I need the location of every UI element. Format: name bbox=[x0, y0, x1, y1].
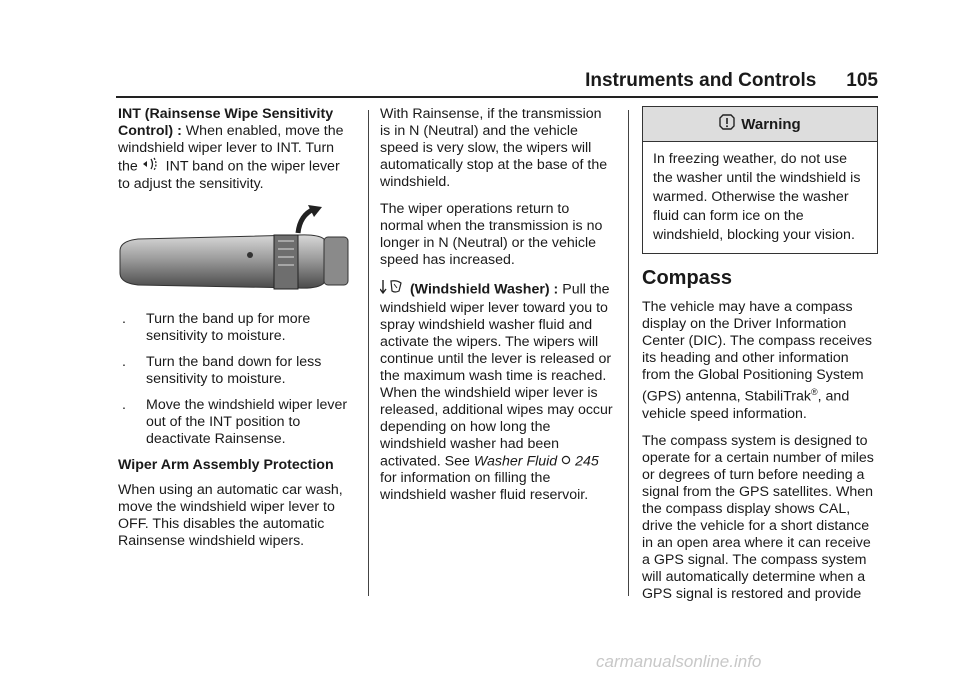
int-sensitivity-icon bbox=[142, 157, 162, 176]
bullet-text: Turn the band down for less sensitivity to moisture. bbox=[146, 354, 322, 387]
section-heading: Compass bbox=[642, 267, 733, 289]
warning-icon bbox=[719, 114, 735, 134]
column-3 bbox=[642, 106, 878, 613]
bullet-item bbox=[118, 354, 354, 388]
paragraph: With Rainsense, if the transmission is in N (Neutral) and the vehicle speed is very slow, the wipers will automatically stop at the base of the windshield. bbox=[380, 106, 608, 190]
washer-paragraph bbox=[380, 279, 614, 504]
washer-icon bbox=[380, 279, 406, 300]
column-2 bbox=[380, 106, 614, 514]
bullet-mark: . bbox=[122, 354, 126, 370]
int-text-2: INT band on the wiper lever to adjust the sensitivity. bbox=[118, 158, 340, 192]
washer-tail: for information on filling the windshield washer fluid reservoir. bbox=[380, 470, 589, 504]
registered-mark: ® bbox=[811, 387, 818, 397]
column-divider bbox=[368, 110, 369, 596]
washer-fluid-link[interactable]: Washer Fluid bbox=[473, 453, 558, 470]
bullet-mark: . bbox=[122, 311, 126, 327]
washer-text: Pull the windshield wiper lever toward you to spray windshield washer fluid and activate the wipers. The wipers will continue until the lever is released or the maximum wash time is reached. When the windshield wiper lever is released, additional wipes may occur depending on how long the windshield washer had been activated. See bbox=[380, 281, 613, 470]
text-run: The vehicle may have a compass display on the Driver Information Center (DIC). The compass receives its heading and other information from the Global Positioning System (GPS) antenna, StabiliTrak bbox=[642, 299, 872, 405]
header-rule bbox=[116, 96, 878, 98]
bullet-item bbox=[118, 397, 354, 448]
column-1 bbox=[118, 106, 354, 560]
subheading: Wiper Arm Assembly Protection bbox=[118, 457, 334, 473]
column-divider bbox=[628, 110, 629, 596]
text-run: , and vehicle speed information. bbox=[642, 388, 850, 422]
bullet-text: Turn the band up for more sensitivity to moisture. bbox=[146, 311, 311, 344]
warning-header bbox=[643, 107, 877, 142]
int-text-1: When enabled, move the windshield wiper lever to INT. Turn the bbox=[118, 123, 344, 175]
page-reference-icon bbox=[561, 453, 571, 470]
int-paragraph bbox=[118, 106, 354, 193]
bullet-text: Move the windshield wiper lever out of the INT position to deactivate Rainsense. bbox=[146, 397, 348, 447]
int-label: INT (Rainsense Wipe Sensitivity Control) : bbox=[118, 106, 334, 139]
page-reference[interactable]: 245 bbox=[575, 453, 599, 470]
watermark: carmanualsonline.info bbox=[596, 652, 762, 671]
bullet-mark: . bbox=[122, 397, 126, 413]
header-title: Instruments and Controls bbox=[585, 70, 817, 91]
washer-label: (Windshield Washer) : bbox=[409, 281, 559, 298]
warning-title: Warning bbox=[741, 115, 801, 133]
warning-box bbox=[642, 106, 878, 254]
compass-paragraph bbox=[642, 299, 878, 423]
wiper-lever-illustration bbox=[118, 203, 354, 295]
compass-paragraph: The compass system is designed to operate for a certain number of miles or degrees of turn before needing a signal from the GPS satellites. When the compass display shows CAL, drive the vehicle for a short distance in an open area where it can receive a GPS signal. The compass system will automatically determine when a GPS signal is restored and provide bbox=[642, 432, 874, 602]
bullet-item bbox=[118, 311, 354, 345]
page-header bbox=[585, 70, 878, 92]
warning-text: In freezing weather, do not use the washer until the windshield is warmed. Otherwise the washer fluid can form ice on the windshield, blocking your vision. bbox=[653, 151, 861, 243]
paragraph: The wiper operations return to normal when the transmission is no longer in N (Neutral) or the vehicle speed has increased. bbox=[380, 201, 603, 268]
subheading-text: When using an automatic car wash, move the windshield wiper lever to OFF. This disables the automatic Rainsense windshield wipers. bbox=[118, 482, 343, 549]
page-number: 105 bbox=[846, 70, 878, 91]
